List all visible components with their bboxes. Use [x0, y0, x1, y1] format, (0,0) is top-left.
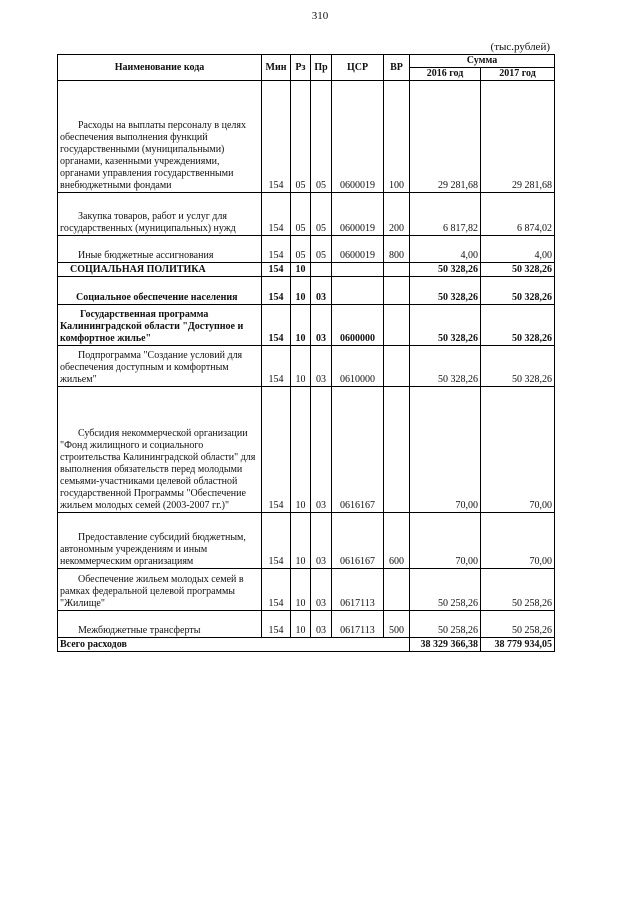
- row-min: 154: [262, 263, 291, 277]
- row-2016: 50 328,26: [410, 263, 481, 277]
- row-csr: 0600019: [332, 236, 384, 263]
- row-rz: 10: [291, 611, 311, 638]
- row-csr: 0617113: [332, 569, 384, 611]
- row-2017: 29 281,68: [481, 81, 555, 193]
- row-vr: 200: [384, 193, 410, 236]
- row-vr: [384, 346, 410, 387]
- row-name: Государственная программа Калининградской области "Доступное и комфортное жилье": [60, 309, 244, 344]
- row-2017: 4,00: [481, 236, 555, 263]
- row-vr: 500: [384, 611, 410, 638]
- row-pr: 05: [311, 236, 332, 263]
- row-2016: 4,00: [410, 236, 481, 263]
- row-min: 154: [262, 81, 291, 193]
- row-rz: 05: [291, 236, 311, 263]
- table-row: [58, 277, 555, 305]
- row-name: СОЦИАЛЬНАЯ ПОЛИТИКА: [70, 264, 206, 275]
- row-csr: [332, 277, 384, 305]
- row-rz: 10: [291, 346, 311, 387]
- row-name: Социальное обеспечение населения: [76, 292, 238, 303]
- table-row: [58, 387, 555, 513]
- row-csr: 0616167: [332, 513, 384, 569]
- row-min: 154: [262, 236, 291, 263]
- row-name: Расходы на выплаты персоналу в целях обеспечения выполнения функций государственными (муниципальными) органами, казенными учреждениями, органами управления государственными внебюджетными фондами: [60, 120, 246, 191]
- row-min: 154: [262, 193, 291, 236]
- row-pr: 03: [311, 611, 332, 638]
- row-2017: 50 258,26: [481, 569, 555, 611]
- header-2017: 2017 год: [481, 68, 555, 81]
- row-2017: 50 258,26: [481, 611, 555, 638]
- row-rz: 05: [291, 193, 311, 236]
- row-csr: 0610000: [332, 346, 384, 387]
- row-2017: 6 874,02: [481, 193, 555, 236]
- row-csr: 0616167: [332, 387, 384, 513]
- row-vr: [384, 569, 410, 611]
- header-csr: ЦСР: [332, 55, 384, 81]
- header-pr: Пр: [311, 55, 332, 81]
- row-min: 154: [262, 513, 291, 569]
- total-label: Всего расходов: [58, 638, 410, 652]
- row-name: Иные бюджетные ассигнования: [78, 250, 214, 261]
- row-min: 154: [262, 569, 291, 611]
- header-2016: 2016 год: [410, 68, 481, 81]
- row-min: 154: [262, 611, 291, 638]
- table-row: [58, 263, 555, 277]
- row-vr: [384, 305, 410, 346]
- table-row: [58, 346, 555, 387]
- row-2017: 50 328,26: [481, 305, 555, 346]
- row-rz: 10: [291, 305, 311, 346]
- row-csr: 0600019: [332, 193, 384, 236]
- row-csr: 0600000: [332, 305, 384, 346]
- row-name: Закупка товаров, работ и услуг для государственных (муниципальных) нужд: [60, 211, 236, 234]
- row-csr: 0617113: [332, 611, 384, 638]
- row-min: 154: [262, 277, 291, 305]
- table-row: [58, 569, 555, 611]
- row-vr: 800: [384, 236, 410, 263]
- row-2017: 50 328,26: [481, 263, 555, 277]
- row-pr: 03: [311, 569, 332, 611]
- row-pr: 03: [311, 305, 332, 346]
- row-2016: 50 258,26: [410, 569, 481, 611]
- row-pr: 05: [311, 81, 332, 193]
- row-2016: 6 817,82: [410, 193, 481, 236]
- row-rz: 10: [291, 513, 311, 569]
- total-2016: 38 329 366,38: [410, 638, 481, 652]
- row-vr: [384, 277, 410, 305]
- row-rz: 10: [291, 277, 311, 305]
- row-2016: 50 258,26: [410, 611, 481, 638]
- row-csr: 0600019: [332, 81, 384, 193]
- header-name: Наименование кода: [58, 55, 262, 81]
- row-pr: 03: [311, 513, 332, 569]
- row-rz: 10: [291, 387, 311, 513]
- total-2017: 38 779 934,05: [481, 638, 555, 652]
- row-vr: 600: [384, 513, 410, 569]
- row-rz: 05: [291, 81, 311, 193]
- row-min: 154: [262, 346, 291, 387]
- budget-table: [57, 54, 555, 652]
- row-pr: 03: [311, 346, 332, 387]
- row-csr: [332, 263, 384, 277]
- row-2016: 70,00: [410, 513, 481, 569]
- row-2016: 50 328,26: [410, 346, 481, 387]
- header-rz: Рз: [291, 55, 311, 81]
- row-pr: 03: [311, 277, 332, 305]
- table-row: [58, 193, 555, 236]
- row-name: Обеспечение жильем молодых семей в рамках федеральной целевой программы "Жилище": [60, 574, 244, 609]
- row-2016: 70,00: [410, 387, 481, 513]
- row-2017: 50 328,26: [481, 277, 555, 305]
- table-row: [58, 305, 555, 346]
- row-name: Подпрограмма "Создание условий для обеспечения доступным и комфортным жильем": [60, 350, 243, 385]
- row-rz: 10: [291, 263, 311, 277]
- header-vr: ВР: [384, 55, 410, 81]
- row-2017: 70,00: [481, 387, 555, 513]
- table-row: [58, 236, 555, 263]
- row-name: Предоставление субсидий бюджетным, автономным учреждениям и иным некоммерческим организациям: [60, 532, 246, 567]
- header-min: Мин: [262, 55, 291, 81]
- row-rz: 10: [291, 569, 311, 611]
- page-number: 310: [311, 10, 329, 22]
- row-min: 154: [262, 305, 291, 346]
- row-2016: 29 281,68: [410, 81, 481, 193]
- total-row: [58, 638, 555, 652]
- table-row: [58, 611, 555, 638]
- table-row: [58, 81, 555, 193]
- row-2016: 50 328,26: [410, 305, 481, 346]
- row-pr: 03: [311, 387, 332, 513]
- row-2016: 50 328,26: [410, 277, 481, 305]
- row-min: 154: [262, 387, 291, 513]
- row-name: Субсидия некоммерческой организации "Фонд жилищного и социального строительства Калининградской области" для выполнения обязательств перед молодыми семьями-участниками целевой областной государственной Программы "Обеспечение жильем молодых семей (2003-2007 гг.)": [60, 428, 256, 511]
- row-vr: 100: [384, 81, 410, 193]
- table-row: [58, 513, 555, 569]
- row-pr: [311, 263, 332, 277]
- row-vr: [384, 387, 410, 513]
- units-label: (тыс.рублей): [490, 41, 550, 53]
- row-vr: [384, 263, 410, 277]
- row-name: Межбюджетные трансферты: [78, 625, 201, 636]
- header-sum: Сумма: [410, 55, 555, 68]
- row-pr: 05: [311, 193, 332, 236]
- row-2017: 70,00: [481, 513, 555, 569]
- row-2017: 50 328,26: [481, 346, 555, 387]
